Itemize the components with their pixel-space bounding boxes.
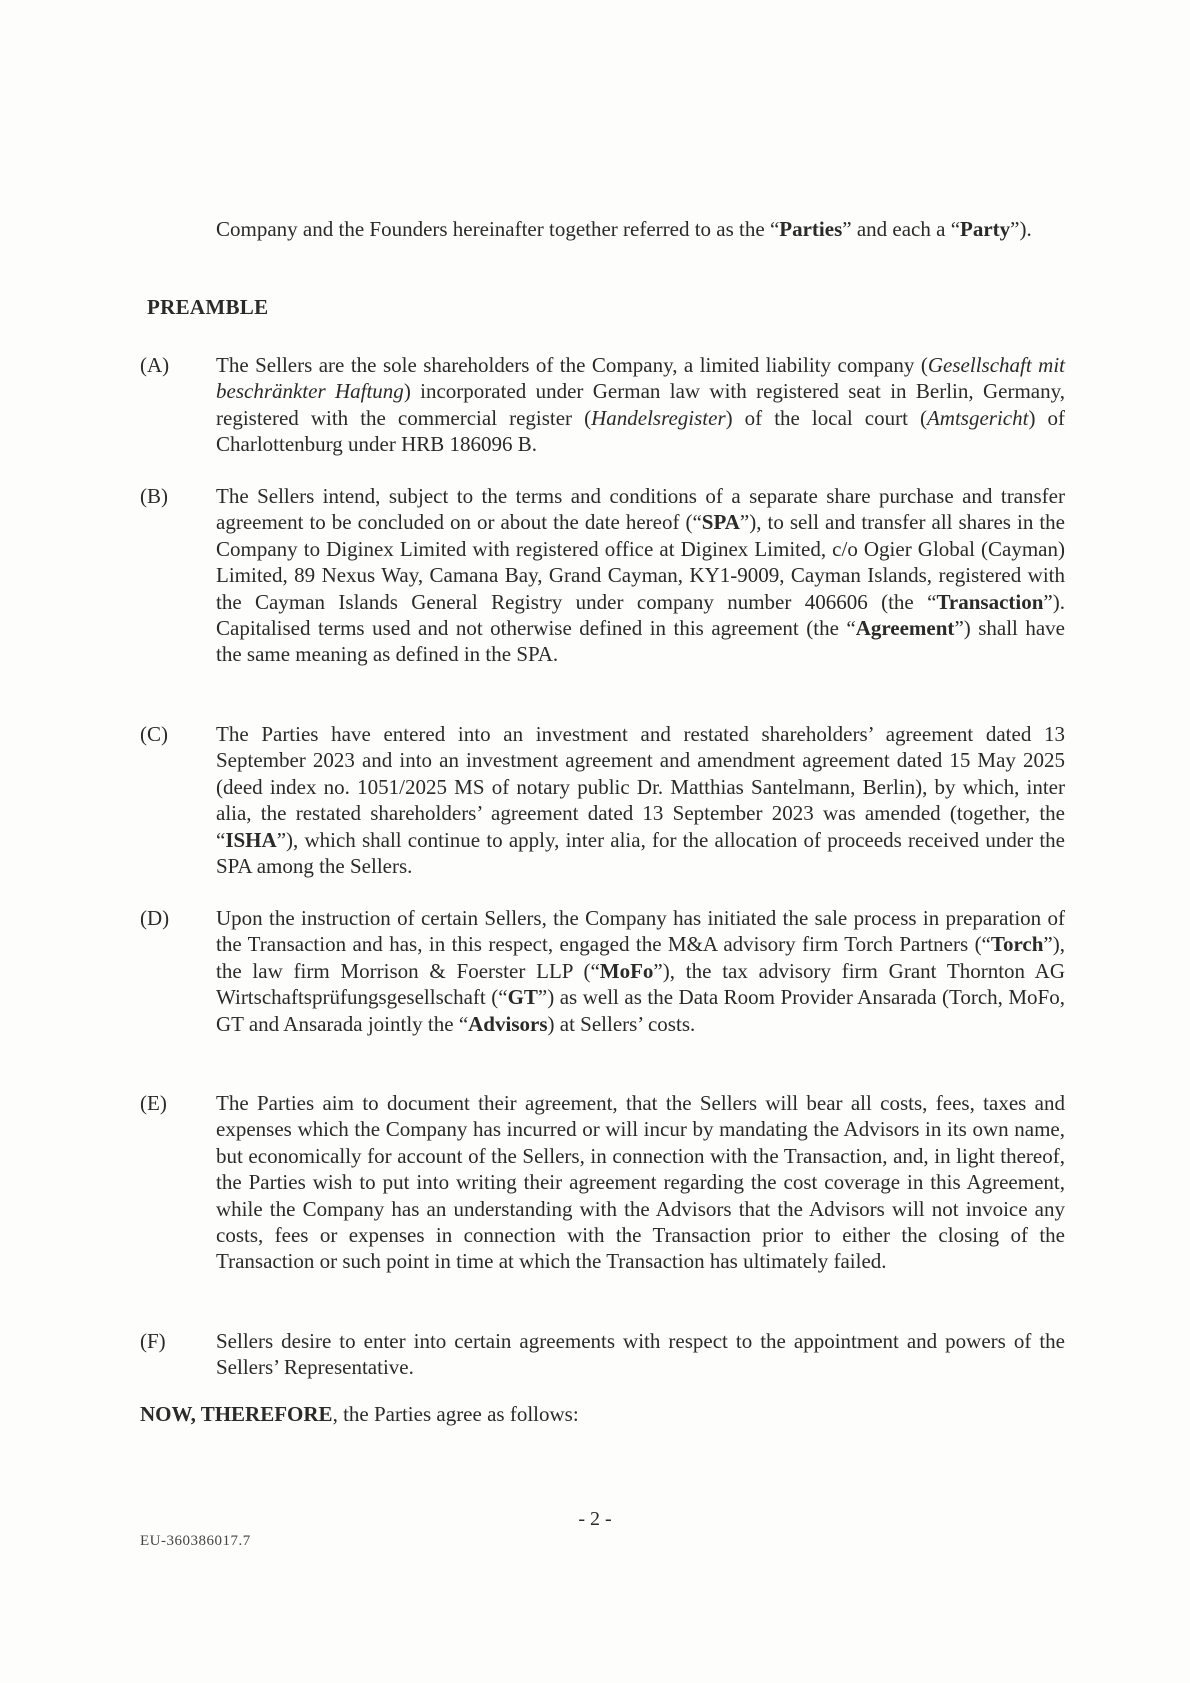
recital-label: (F) [140,1329,166,1353]
recital-text: ”), which shall continue to apply, inter alia, for the allocation of proceeds received under the SPA among the Sellers. [216,827,1065,879]
intro-text-2: ” and each a “ [842,217,961,241]
intro-paragraph [216,216,1061,243]
recital-f [140,1328,1065,1381]
recital-text: Upon the instruction of certain Sellers, the Company has initiated the sale process in preparation of the Transaction and has, in this respect, engaged the M&A advisory firm Torch Partners (“ [216,906,1065,957]
recital-body [216,905,1065,1037]
recital-label: (A) [140,353,170,377]
recital-a [140,352,1065,458]
recital-text: ) at Sellers’ costs. [547,1011,696,1036]
recital-d [140,905,1065,1037]
recital-text: ”). Capitalised terms used and not otherwise defined in this agreement (the “ [216,589,1065,641]
defined-term-advisors: Advisors [468,1011,548,1036]
recital-label: (B) [140,484,168,508]
recital-text: ”) shall have the same meaning as defined in the SPA. [216,616,1065,667]
defined-term-torch: Torch [990,932,1044,957]
section-heading-preamble: PREAMBLE [147,295,269,319]
recital-text: The Sellers are the sole shareholders of the Company, a limited liability company ( [216,353,928,377]
defined-term-transaction: Transaction [936,589,1044,614]
defined-term-spa: SPA [701,510,740,535]
recital-text: The Sellers intend, subject to the terms and conditions of a separate share purchase and transfer agreement to be concluded on or about the date hereof (“ [216,484,1065,535]
recital-text: ) incorporated under German law with registered seat in Berlin, Germany, registered with the commercial register ( [216,379,1065,430]
defined-term-gt: GT [507,985,538,1010]
recital-label: (C) [140,722,168,746]
recital-text: ”), the law firm Morrison & Foerster LLP (“ [216,932,1065,983]
recital-label: (E) [140,1091,167,1115]
recital-text: ) of the local court ( [725,405,927,430]
closing-statement [140,1402,579,1427]
closing-bold: NOW, THEREFORE [140,1402,333,1426]
recital-text: ”), to sell and transfer all shares in the Company to Diginex Limited with registered office at Diginex Limited, c/o Ogier Global (Cayman) Limited, 89 Nexus Way, Camana Bay, Grand Cayman, KY1-9009, Cayman Islands, registered with the Cayman Islands General Registry under company number 406606 (the “ [216,510,1065,614]
document-reference: EU-360386017.7 [140,1533,251,1549]
recital-body [216,483,1065,668]
recital-body [216,721,1065,879]
defined-term-party: Party [960,217,1011,241]
recital-label: (D) [140,906,170,930]
closing-text: , the Parties agree as follows: [332,1402,579,1426]
recital-body: Sellers desire to enter into certain agreements with respect to the appointment and powers of the Sellers’ Representative. [216,1329,1065,1380]
defined-term-agreement: Agreement [855,616,955,641]
intro-text-3: ”). [1010,217,1032,241]
defined-term-mofo: MoFo [599,958,654,983]
recital-text: ) of Charlottenburg under HRB 186096 B. [216,405,1065,457]
recital-text: ”), the tax advisory firm Grant Thornton AG Wirtschaftsprüfungsgesellschaft (“ [216,958,1065,1010]
recital-body: The Parties aim to document their agreement, that the Sellers will bear all costs, fees, taxes and expenses which the Company has incurred or will incur by mandating the Advisors in its own name, but economically for account of the Sellers, in connection with the Transaction, and, in light thereof, the Parties wish to put into writing their agreement regarding the cost coverage in this Agreement, while the Company has an understanding with the Advisors that the Advisors will not invoice any costs, fees or expenses in connection with the Transaction prior to either the closing of the Transaction or such point in time at which the Transaction has ultimately failed. [216,1091,1065,1274]
defined-term-isha: ISHA [225,827,277,852]
italic-term: Amtsgericht [926,405,1029,430]
recital-text: ”) as well as the Data Room Provider Ansarada (Torch, MoFo, GT and Ansarada jointly the “ [216,985,1065,1036]
page-number: - 2 - [578,1508,612,1530]
italic-term: Handelsregister [591,405,726,430]
recital-body [216,352,1065,458]
italic-term: Gesellschaft mit beschränkter Haftung [216,353,1065,404]
intro-text-1: Company and the Founders hereinafter together referred to as the “ [216,217,780,241]
defined-term-parties: Parties [779,217,843,241]
recital-text: The Parties have entered into an investment and restated shareholders’ agreement dated 13 September 2023 and into an investment agreement and amendment agreement dated 15 May 2025 (deed index no. 1051/2025 MS of notary public Dr. Matthias Santelmann, Berlin), by which, inter alia, the restated shareholders’ agreement dated 13 September 2023 was amended (together, the “ [216,722,1065,852]
recital-e [140,1090,1065,1275]
recital-b [140,483,1065,668]
recital-c [140,721,1065,879]
